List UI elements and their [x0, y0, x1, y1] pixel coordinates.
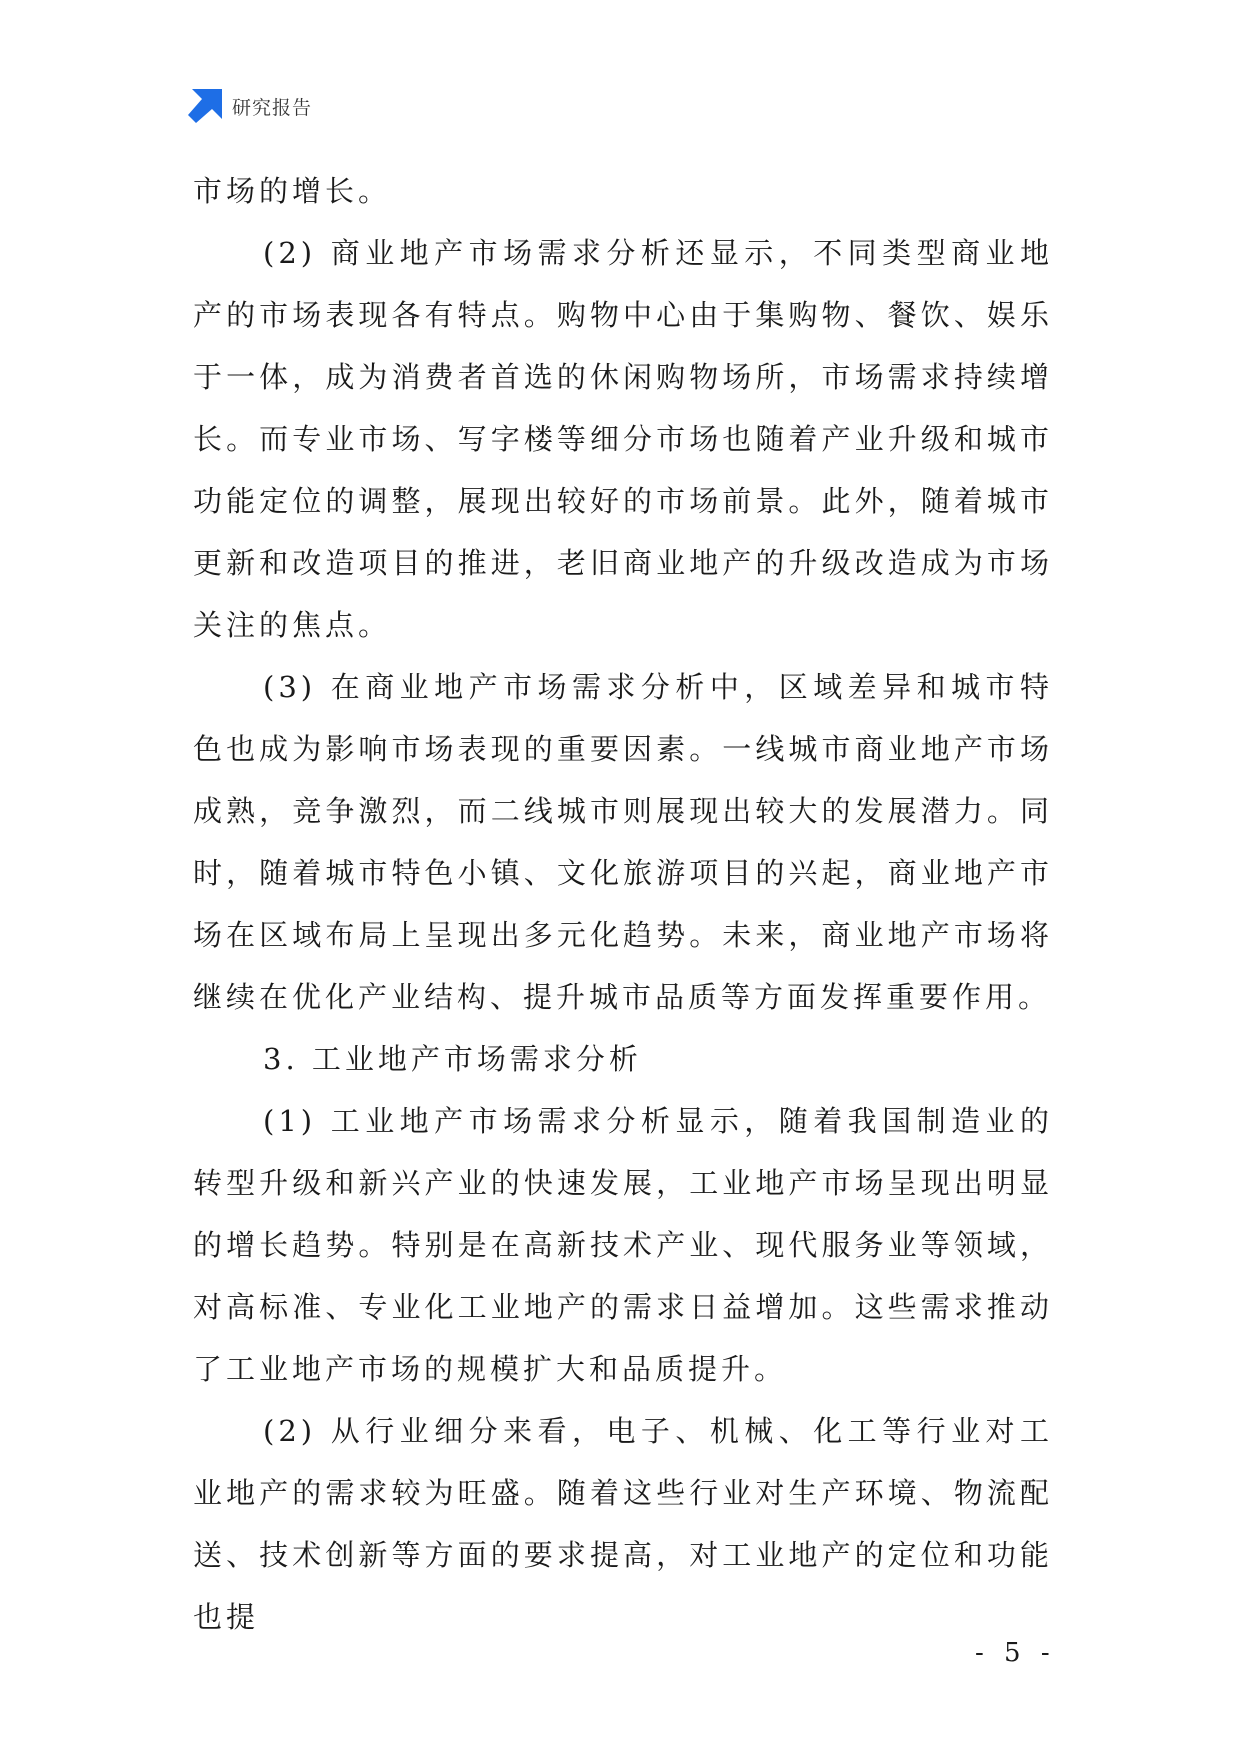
paragraph: (2) 商业地产市场需求分析还显示，不同类型商业地产的市场表现各有特点。购物中心由于集购物、餐饮、娱乐于一体，成为消费者首选的休闲购物场所，市场需求持续增长。而专业市场、写字楼等细分市场也随着产业升级和城市功能定位的调整，展现出较好的市场前景。此外，随着城市更新和改造项目的推进，老旧商业地产的升级改造成为市场关注的焦点。	[193, 236, 1053, 642]
section-heading: 3. 工业地产市场需求分析	[263, 1042, 642, 1076]
paragraph: (3) 在商业地产市场需求分析中，区域差异和城市特色也成为影响市场表现的重要因素。一线城市商业地产市场成熟，竞争激烈，而二线城市则展现出较大的发展潜力。同时，随着城市特色小镇、文化旅游项目的兴起，商业地产市场在区域布局上呈现出多元化趋势。未来，商业地产市场将继续在优化产业结构、提升城市品质等方面发挥重要作用。	[193, 670, 1053, 1014]
paragraph-continuation: 市场的增长。	[193, 174, 392, 208]
paragraph: (2) 从行业细分来看，电子、机械、化工等行业对工业地产的需求较为旺盛。随着这些行业对生产环境、物流配送、技术创新等方面的要求提高，对工业地产的定位和功能也提	[193, 1414, 1053, 1634]
report-header	[188, 88, 312, 124]
report-title: 研究报告	[232, 96, 313, 119]
page-number: - 5 -	[975, 1638, 1056, 1668]
paragraph: (1) 工业地产市场需求分析显示，随着我国制造业的转型升级和新兴产业的快速发展，工业地产市场呈现出明显的增长趋势。特别是在高新技术产业、现代服务业等领域，对高标准、专业化工业地产的需求日益增加。这些需求推动了工业地产市场的规模扩大和品质提升。	[193, 1104, 1053, 1386]
document-body	[193, 160, 1053, 1648]
arrow-up-right-icon	[188, 89, 222, 123]
